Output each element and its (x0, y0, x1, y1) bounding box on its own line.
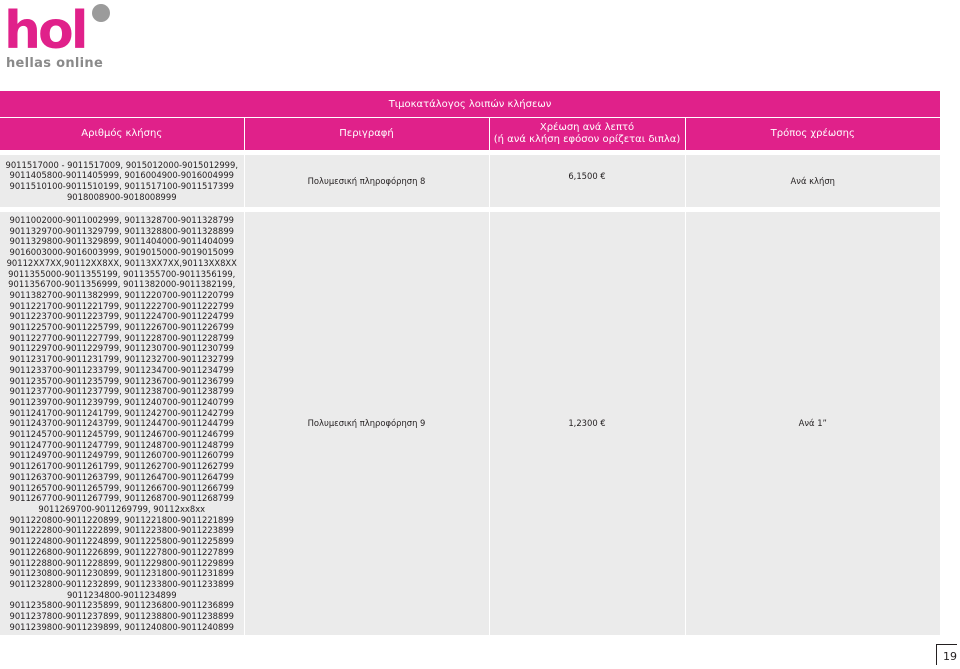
number-range-line: 9011222800-9011222899, 9011223800-9011223899 (9, 525, 234, 536)
table-title: Τιμοκατάλογος λοιπών κλήσεων (0, 91, 940, 118)
number-range-line: 9011382700-9011382999, 9011220700-9011220799 (9, 289, 234, 300)
rate-cell: 6,1500 € (489, 153, 685, 210)
number-range-line: 9011239700-9011239799, 9011240700-9011240799 (9, 396, 234, 407)
price-list-table (0, 91, 940, 635)
number-range-line: 9011245700-9011245799, 9011246700-9011246799 (9, 429, 234, 440)
number-range-line: 9011237700-9011237799, 9011238700-9011238799 (9, 386, 234, 397)
logo-wordmark: hol (4, 1, 86, 61)
number-range-line: 9011405800-9011405999, 9016004900-9016004999 (9, 170, 234, 181)
hol-logo (4, 2, 114, 72)
number-range-line: 9011228800-9011228899, 9011229800-9011229899 (9, 557, 234, 568)
number-range-line: 9011241700-9011241799, 9011242700-9011242799 (9, 407, 234, 418)
number-list (0, 157, 244, 206)
number-range-line: 9011233700-9011233799, 9011234700-9011234799 (9, 364, 234, 375)
number-range-line: 9011232800-9011232899, 9011233800-9011233899 (9, 578, 234, 589)
number-range-line: 9011234800-9011234899 (66, 589, 177, 600)
number-range-line: 9016003000-9016003999, 9019015000-9019015099 (9, 247, 234, 258)
number-range-line: 9011223700-9011223799, 9011224700-9011224799 (9, 311, 234, 322)
number-range-line: 9011261700-9011261799, 9011262700-9011262799 (9, 461, 234, 472)
number-range-line: 9011226800-9011226899, 9011227800-9011227899 (9, 546, 234, 557)
header-description: Περιγραφή (244, 118, 489, 153)
number-range-line: 9018008900-9018008999 (66, 191, 177, 202)
number-list (0, 212, 244, 635)
number-range-line: 9011235700-9011235799, 9011236700-9011236799 (9, 375, 234, 386)
number-range-line: 9011231700-9011231799, 9011232700-9011232799 (9, 354, 234, 365)
number-range-line: 9011329700-9011329799, 9011328800-9011328899 (9, 225, 234, 236)
number-range-line: 9011269700-9011269799, 90112xx8xx (38, 503, 206, 514)
number-range-line: 9011220800-9011220899, 9011221800-9011221899 (9, 514, 234, 525)
number-range-line: 9011263700-9011263799, 9011264700-9011264799 (9, 471, 234, 482)
number-cell (0, 210, 244, 636)
table-header-row (0, 118, 940, 153)
number-range-line: 9011517000 - 9011517009, 9015012000-9015012999, (5, 159, 238, 170)
number-range-line: 9011239800-9011239899, 9011240800-9011240899 (9, 621, 234, 632)
table-row (0, 210, 940, 636)
number-range-line: 9011002000-9011002999, 9011328700-9011328799 (9, 215, 234, 225)
number-range-line: 9011229700-9011229799, 9011230700-9011230799 (9, 343, 234, 354)
billing-cell: Ανά κλήση (685, 153, 940, 210)
number-range-line: 9011249700-9011249799, 9011260700-9011260799 (9, 450, 234, 461)
number-range-line: 9011227700-9011227799, 9011228700-9011228799 (9, 332, 234, 343)
number-range-line: 9011237800-9011237899, 9011238800-9011238899 (9, 611, 234, 622)
number-range-line: 9011235800-9011235899, 9011236800-9011236899 (9, 600, 234, 611)
number-range-line: 90112XX7XX,90112XX8XX, 90113XX7XX,90113XX8XX (6, 257, 237, 268)
logo-tagline: hellas online (6, 56, 104, 71)
table-row (0, 153, 940, 210)
number-range-line: 9011267700-9011267799, 9011268700-9011268799 (9, 493, 234, 504)
number-range-line: 9011265700-9011265799, 9011266700-9011266799 (9, 482, 234, 493)
number-range-line: 9011243700-9011243799, 9011244700-9011244799 (9, 418, 234, 429)
page-number: 19 (936, 644, 957, 665)
number-range-line: 9011230800-9011230899, 9011231800-9011231899 (9, 568, 234, 579)
number-range-line: 9011329800-9011329899, 9011404000-9011404099 (9, 236, 234, 247)
description-cell: Πολυμεσική πληροφόρηση 9 (244, 210, 489, 636)
number-range-line: 9011225700-9011225799, 9011226700-9011226799 (9, 322, 234, 333)
number-range-line: 9011247700-9011247799, 9011248700-9011248799 (9, 439, 234, 450)
header-billing: Τρόπος χρέωσης (685, 118, 940, 153)
header-number: Αριθμός κλήσης (0, 118, 244, 153)
number-range-line: 9011355000-9011355199, 9011355700-9011356199, (8, 268, 236, 279)
rate-cell: 1,2300 € (489, 210, 685, 636)
number-range-line: 9011510100-9011510199, 9011517100-9011517399 (9, 181, 234, 191)
number-range-line: 9011221700-9011221799, 9011222700-9011222799 (9, 300, 234, 311)
header-rate: Χρέωση ανά λεπτό (ή ανά κλήση εφόσον ορίζεται διπλα) (489, 118, 685, 153)
number-range-line: 9011356700-9011356999, 9011382000-9011382199, (8, 279, 236, 290)
description-cell: Πολυμεσική πληροφόρηση 8 (244, 153, 489, 210)
logo-dot-icon (92, 4, 110, 22)
table-title-row (0, 91, 940, 118)
number-cell (0, 153, 244, 210)
number-range-line: 9011224800-9011224899, 9011225800-9011225899 (9, 536, 234, 547)
billing-cell: Ανά 1” (685, 210, 940, 636)
